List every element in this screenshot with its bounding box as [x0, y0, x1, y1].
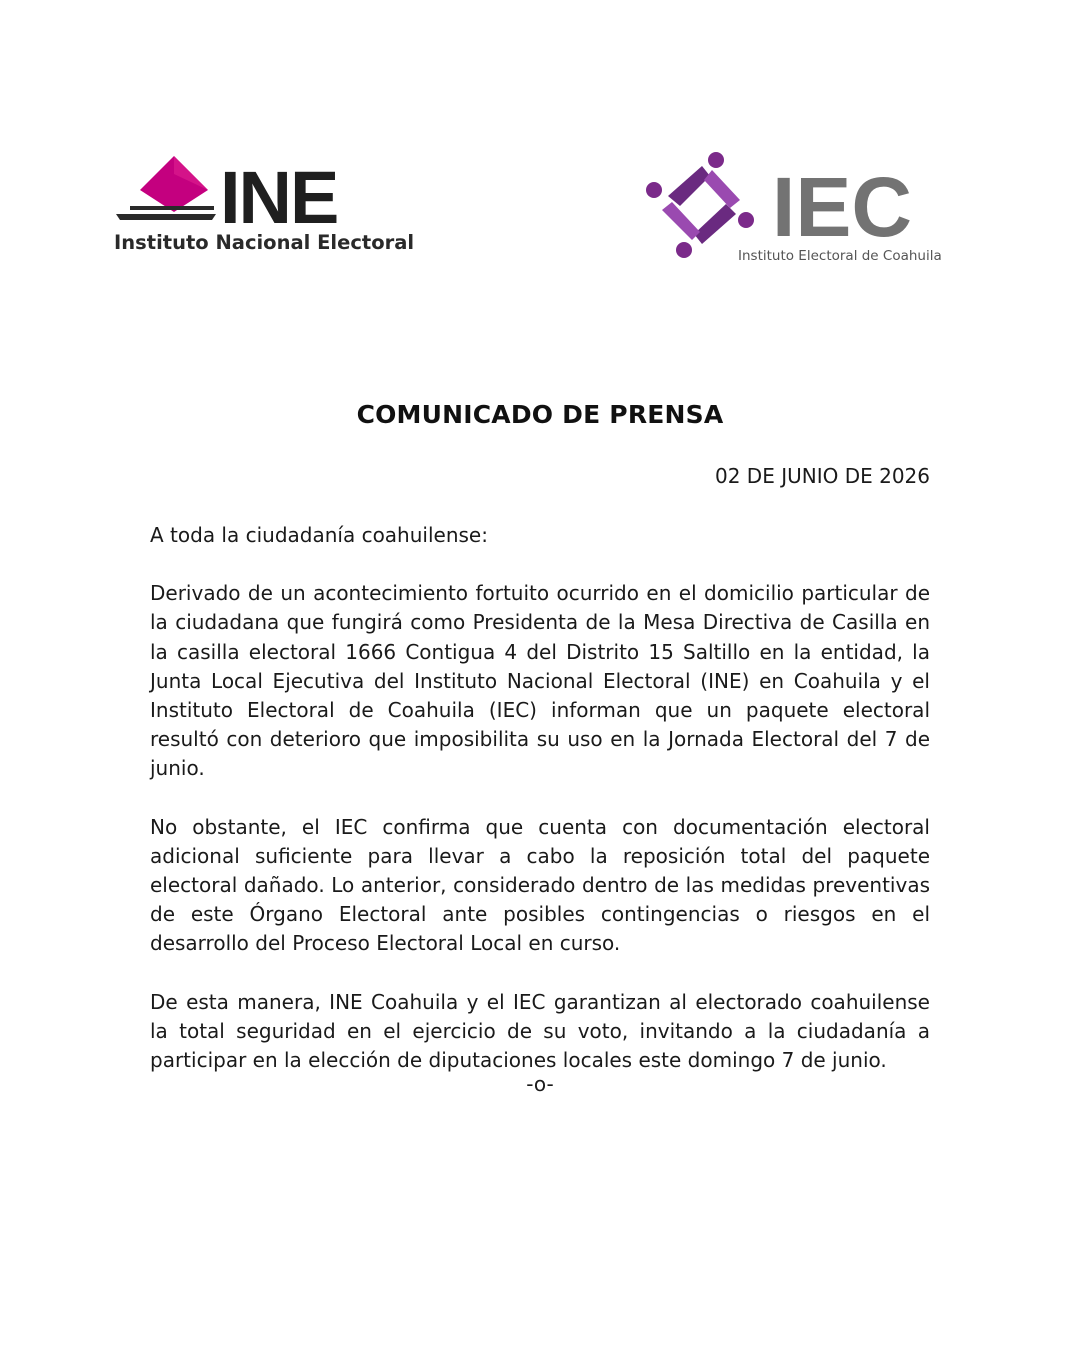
greeting: A toda la ciudadanía coahuilense:	[150, 523, 488, 547]
ine-ballot-emblem	[112, 150, 432, 260]
iec-name: Instituto Electoral de Coahuila	[738, 248, 942, 264]
document-date: 02 DE JUNIO DE 2026	[715, 464, 930, 488]
iec-emblem	[640, 148, 980, 268]
iec-blade-3	[694, 204, 736, 244]
paragraph-1: Derivado de un acontecimiento fortuito ocurrido en el domicilio particular de la ciudadana que fungirá como Presidenta de la Mesa Directiva de Casilla en la casilla electoral 1666 Contigua 4 del Distrito 15 Saltillo en la entidad, la Junta Local Ejecutiva del Instituto Nacional Electoral (INE) en Coahuila y el Instituto Electoral de Coahuila (IEC) informan que un paquete electoral resultó con deterioro que imposibilita su uso en la Jornada Electoral del 7 de junio.	[150, 581, 930, 781]
document-title: COMUNICADO DE PRENSA	[356, 400, 724, 429]
iec-dot-bottom	[676, 242, 692, 258]
ine-box-bar-top	[130, 206, 214, 210]
paragraph-2: No obstante, el IEC confirma que cuenta con documentación electoral adicional suficiente para llevar a cabo la reposición total del paquete electoral dañado. Lo anterior, considerado dentro de las medidas preventivas de este Órgano Electoral ante posibles contingencias o riesgos en el desarrollo del Proceso Electoral Local en curso.	[150, 814, 930, 956]
ine-box-bar-bottom	[116, 214, 216, 220]
closing-mark: -o-	[526, 1072, 554, 1096]
ine-wordmark: INE	[220, 156, 338, 239]
ine-name: Instituto Nacional Electoral	[114, 231, 415, 254]
document-body	[150, 521, 930, 1104]
iec-dot-right	[738, 212, 754, 228]
iec-blade-1	[668, 166, 710, 206]
ine-logo	[112, 150, 432, 260]
paragraph-3: De esta manera, INE Coahuila y el IEC garantizan al electorado coahuilense la total seguridad en el ejercicio de su voto, invitando a la ciudadanía a participar en la elección de diputaciones locales este domingo 7 de junio.	[150, 989, 930, 1073]
iec-dot-left	[646, 182, 662, 198]
iec-wordmark: IEC	[772, 160, 913, 254]
iec-blade-2	[704, 170, 740, 208]
iec-blade-4	[662, 202, 700, 240]
iec-logo	[640, 148, 980, 268]
iec-dot-top	[708, 152, 724, 168]
